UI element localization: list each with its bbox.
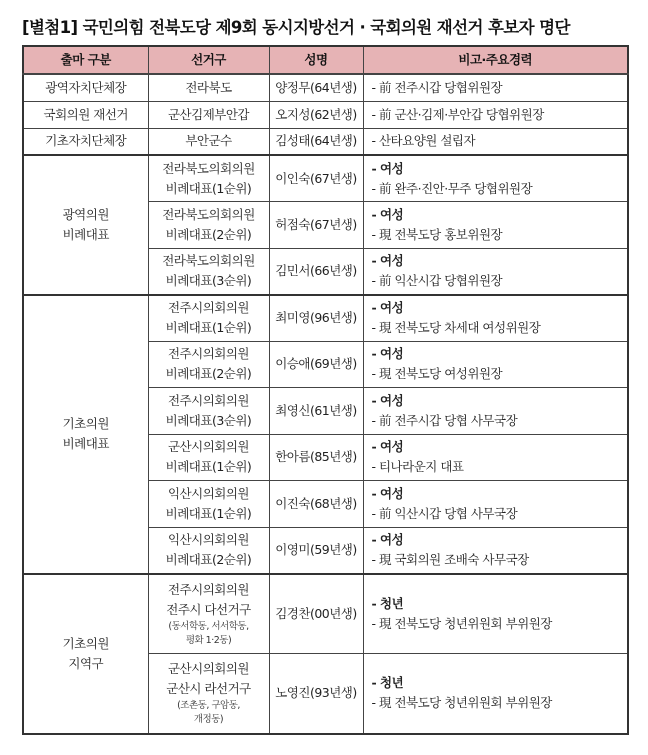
header-category: 출마 구분 (23, 46, 148, 74)
notes-cell (363, 434, 628, 481)
district-cell (148, 341, 269, 388)
district-cell: 군산김제부안갑 (148, 101, 269, 128)
note-tag: - 여성 (371, 253, 404, 268)
candidate-table (22, 45, 629, 735)
candidate-name: 김성태(64년생) (269, 128, 363, 155)
note-tag: - 여성 (371, 485, 404, 501)
candidate-name: 최미영(96년생) (269, 295, 363, 342)
candidate-name: 한아름(85년생) (269, 434, 363, 481)
note-career: - 現 전북도당 청년위원회 부위원장 (371, 615, 552, 631)
district-cell (148, 481, 269, 528)
header-district: 선거구 (148, 46, 269, 74)
candidate-name: 김민서(66년생) (269, 248, 363, 295)
table-row (23, 128, 628, 155)
note-tag: - 여성 (371, 206, 404, 222)
district-line: 익산시의회의원 (167, 532, 250, 547)
table-row (23, 574, 628, 654)
note-tag: - 청년 (371, 675, 404, 691)
category-cell (23, 155, 148, 295)
candidate-name: 허점숙(67년생) (269, 202, 363, 249)
table-row (23, 101, 628, 128)
category-line: 비례대표 (62, 436, 109, 451)
district-line: 군산시의회의원 (167, 661, 250, 676)
note-tag: - 여성 (371, 439, 404, 455)
district-cell (148, 248, 269, 295)
district-line: 비례대표(2순위) (165, 366, 252, 382)
note-tag: - 여성 (371, 532, 404, 547)
category-line: 기초의원 (62, 635, 109, 651)
notes-cell (363, 155, 628, 202)
notes-cell: - 산타요양원 설립자 (363, 128, 628, 155)
note-tag: - 여성 (371, 300, 404, 315)
category-cell (23, 295, 148, 574)
district-line: 군산시의회의원 (167, 439, 250, 455)
document-title: [별첨1] 국민의힘 전북도당 제9회 동시지방선거 · 국회의원 재선거 후보자 명단 (22, 18, 570, 37)
district-line: 군산시 라선거구 (166, 681, 251, 696)
notes-cell (363, 202, 628, 249)
district-line: 전주시의회의원 (167, 346, 250, 362)
district-line: 전라북도의회의원 (162, 206, 255, 222)
table-row (23, 155, 628, 202)
district-line: 비례대표(1순위) (165, 459, 252, 475)
note-career: - 現 전북도당 차세대 여성위원장 (371, 320, 541, 335)
candidate-name: 양정무(64년생) (269, 74, 363, 101)
district-cell (148, 654, 269, 734)
district-dong-list: 평화 1·2동) (185, 634, 232, 646)
category-cell: 기초자치단체장 (23, 128, 148, 155)
note-career: - 現 전북도당 청년위원회 부위원장 (371, 695, 552, 711)
candidate-name: 이진숙(68년생) (269, 481, 363, 528)
district-cell: 전라북도 (148, 74, 269, 101)
district-line: 비례대표(3순위) (165, 412, 252, 428)
note-tag: - 여성 (371, 392, 404, 408)
district-line: 전주시 다선거구 (166, 601, 251, 617)
note-tag: - 여성 (371, 346, 404, 362)
district-line: 전주시의회의원 (167, 300, 250, 315)
district-line: 비례대표(1순위) (165, 505, 252, 521)
district-cell (148, 202, 269, 249)
notes-cell (363, 341, 628, 388)
candidate-name: 이인숙(67년생) (269, 155, 363, 202)
candidate-name: 최영신(61년생) (269, 388, 363, 435)
district-cell (148, 155, 269, 202)
table-row (23, 74, 628, 101)
district-line: 비례대표(2순위) (165, 552, 252, 567)
district-line: 전라북도의회의원 (162, 253, 255, 268)
note-tag: - 청년 (371, 595, 404, 611)
district-line: 전주시의회의원 (167, 581, 250, 597)
district-line: 비례대표(1순위) (165, 320, 252, 335)
candidate-name: 노영진(93년생) (269, 654, 363, 734)
category-line: 비례대표 (62, 226, 109, 242)
note-career: - 現 전북도당 홍보위원장 (371, 226, 503, 242)
district-cell (148, 388, 269, 435)
notes-cell (363, 654, 628, 734)
notes-cell (363, 574, 628, 654)
district-dong-list: 개정동) (193, 714, 224, 726)
note-career: - 前 전주시갑 당협 사무국장 (371, 412, 518, 428)
notes-cell (363, 248, 628, 295)
notes-cell (363, 481, 628, 528)
candidate-name: 김경찬(00년생) (269, 574, 363, 654)
notes-cell: - 前 군산·김제·부안갑 당협위원장 (363, 101, 628, 128)
note-career: - 前 익산시갑 당협 사무국장 (371, 505, 518, 521)
district-line: 전라북도의회의원 (162, 160, 255, 176)
district-line: 익산시의회의원 (167, 485, 250, 501)
district-cell (148, 527, 269, 574)
note-career: - 티나라운지 대표 (371, 459, 464, 475)
note-career: - 前 익산시갑 당협위원장 (371, 273, 503, 288)
table-row (23, 295, 628, 342)
district-cell: 부안군수 (148, 128, 269, 155)
note-career: - 前 완주·진안·무주 당협위원장 (371, 180, 533, 196)
category-cell: 국회의원 재선거 (23, 101, 148, 128)
candidate-name: 이승애(69년생) (269, 341, 363, 388)
notes-cell (363, 295, 628, 342)
district-line: 비례대표(2순위) (165, 226, 252, 242)
district-dong-list: (동서학동, 서서학동, (168, 620, 249, 632)
category-line: 광역의원 (62, 206, 109, 222)
district-dong-list: (조촌동, 구암동, (177, 700, 240, 711)
candidate-name: 오지성(62년생) (269, 101, 363, 128)
district-cell (148, 295, 269, 342)
notes-cell: - 前 전주시갑 당협위원장 (363, 74, 628, 101)
note-career: - 現 국회의원 조배숙 사무국장 (371, 552, 529, 567)
district-line: 전주시의회의원 (167, 392, 250, 408)
category-line: 기초의원 (62, 416, 109, 431)
note-career: - 現 전북도당 여성위원장 (371, 366, 503, 382)
district-cell (148, 574, 269, 654)
note-tag: - 여성 (371, 160, 404, 176)
category-cell: 광역자치단체장 (23, 74, 148, 101)
category-line: 지역구 (68, 655, 104, 671)
header-notes: 비고·주요경력 (363, 46, 628, 74)
notes-cell (363, 527, 628, 574)
category-cell (23, 574, 148, 734)
district-line: 비례대표(1순위) (165, 180, 252, 196)
candidate-name: 이영미(59년생) (269, 527, 363, 574)
table-header-row (23, 46, 628, 74)
district-line: 비례대표(3순위) (165, 273, 252, 288)
header-name: 성명 (269, 46, 363, 74)
notes-cell (363, 388, 628, 435)
district-cell (148, 434, 269, 481)
